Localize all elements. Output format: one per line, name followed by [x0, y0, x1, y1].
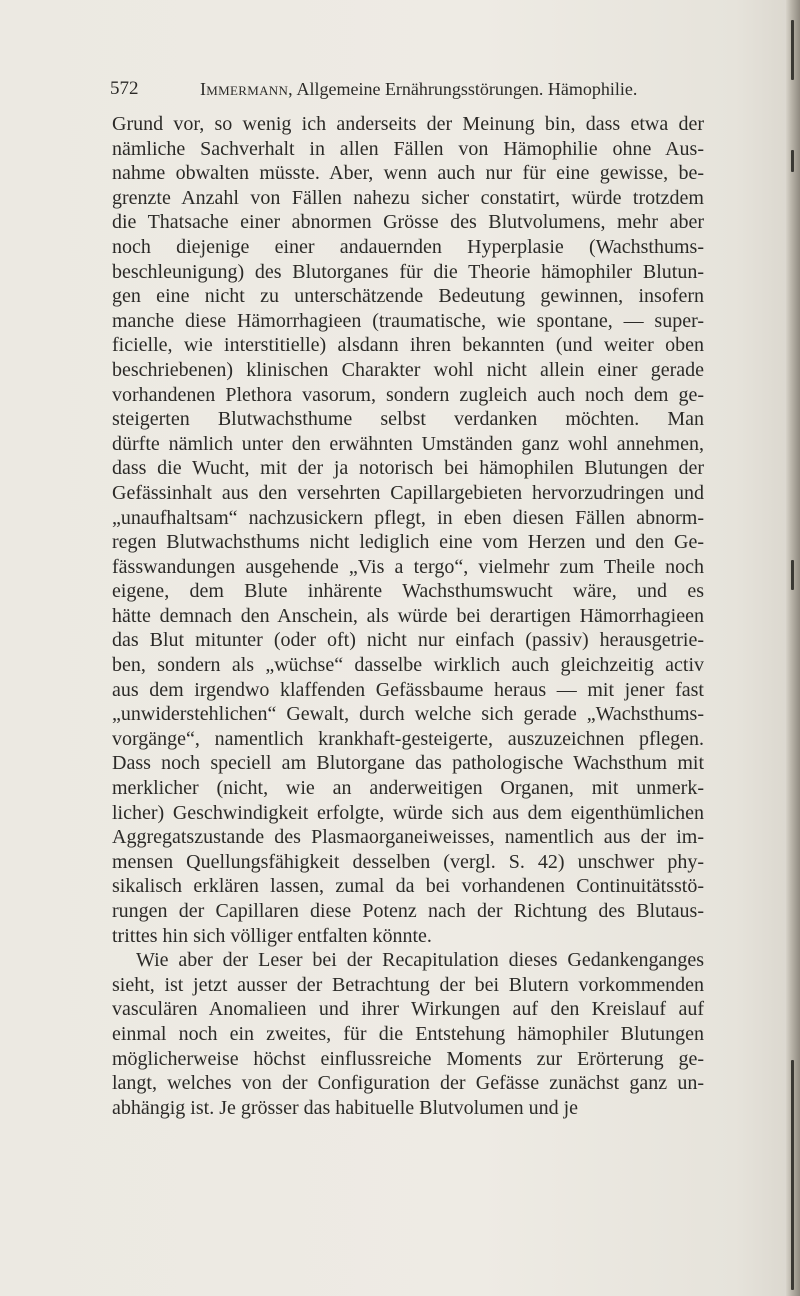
- text-line: sieht, ist jetzt ausser der Betrachtung der bei Blutern vorkommenden: [112, 973, 704, 996]
- text-line: steigerten Blutwachsthume selbst verdanken möchten. Man: [112, 408, 704, 431]
- text-line: noch diejenige einer andauernden Hyperplasie (Wachsthums-: [112, 235, 704, 258]
- text-line: gen eine nicht zu unterschätzende Bedeutung gewinnen, insofern: [112, 285, 704, 308]
- text-line: vorgänge“, namentlich krankhaft-gesteigerte, auszuzeichnen pflegen.: [112, 727, 704, 750]
- text-line: aus dem irgendwo klaffenden Gefässbaume heraus — mit jener fast: [112, 678, 704, 701]
- body-text: [112, 112, 704, 1120]
- text-line: manche diese Hämorrhagieen (traumatische, wie spontane, — super-: [112, 309, 704, 332]
- text-line: Grund vor, so wenig ich anderseits der Meinung bin, dass etwa der: [112, 113, 704, 135]
- text-line: vasculären Anomalieen und ihrer Wirkungen auf den Kreislauf auf: [112, 998, 704, 1021]
- text-line: eigene, dem Blute inhärente Wachsthumswucht wäre, und es: [112, 580, 704, 603]
- text-line: nämliche Sachverhalt in allen Fällen von Hämophilie ohne Aus-: [112, 137, 704, 160]
- text-line: Aggregatszustande des Plasmaorganeiweisses, namentlich aus der im-: [112, 826, 704, 849]
- text-line: das Blut mitunter (oder oft) nicht nur einfach (passiv) herausgetrie-: [112, 629, 704, 652]
- text-line: sikalisch erklären lassen, zumal da bei vorhandenen Continuitätsstö-: [112, 875, 704, 898]
- text-line: die Thatsache einer abnormen Grösse des Blutvolumens, mehr aber: [112, 211, 704, 234]
- running-header: [112, 78, 692, 108]
- text-line: ben, sondern als „wüchse“ dasselbe wirklich auch gleichzeitig activ: [112, 654, 704, 677]
- chapter-title: Allgemeine Ernährungsstörungen. Hämophilie.: [296, 79, 638, 99]
- text-line: vorhandenen Plethora vasorum, sondern zugleich auch noch dem ge-: [112, 383, 704, 406]
- text-line: grenzte Anzahl von Fällen nahezu sicher constatirt, würde trotzdem: [112, 186, 704, 209]
- text-line: nahme obwalten müsste. Aber, wenn auch nur für eine gewisse, be-: [112, 162, 704, 185]
- text-line: regen Blutwachsthums nicht lediglich eine vom Herzen und den Ge-: [112, 531, 704, 554]
- text-line: möglicherweise höchst einflussreiche Moments zur Erörterung ge-: [112, 1047, 704, 1070]
- text-line: abhängig ist. Je grösser das habituelle Blutvolumen und je: [112, 1096, 579, 1119]
- text-line: Wie aber der Leser bei der Recapitulation dieses Gedankenganges: [136, 949, 704, 972]
- text-line: beschleunigung) des Blutorganes für die Theorie hämophiler Blutun-: [112, 260, 704, 283]
- text-line: Dass noch speciell am Blutorgane das pathologische Wachsthum mit: [112, 752, 704, 775]
- text-line: rungen der Capillaren diese Potenz nach der Richtung des Blutaus-: [112, 900, 704, 922]
- edge-mark: [791, 20, 794, 80]
- text-line: merklicher (nicht, wie an anderweitigen Organen, mit unmerk-: [112, 777, 704, 800]
- edge-mark: [791, 1060, 794, 1290]
- text-line: dürfte nämlich unter den erwähnten Umständen ganz wohl annehmen,: [112, 432, 704, 455]
- text-line: beschriebenen) klinischen Charakter wohl nicht allein einer gerade: [112, 358, 704, 381]
- text-line: Gefässinhalt aus den versehrten Capillargebieten hervorzudringen und: [112, 481, 704, 504]
- text-line: licher) Geschwindigkeit erfolgte, würde sich aus dem eigenthümlichen: [112, 801, 704, 824]
- text-line: „unwiderstehlichen“ Gewalt, durch welche sich gerade „Wachsthums-: [112, 703, 704, 726]
- text-line: mensen Quellungsfähigkeit desselben (vergl. S. 42) unschwer phy-: [112, 850, 704, 873]
- text-line: trittes hin sich völliger entfalten könnte.: [112, 924, 432, 947]
- text-line: ficielle, wie interstitielle) alsdann ihren bekannten (und weiter oben: [112, 334, 704, 357]
- text-line: langt, welches von der Configuration der Gefässe zunächst ganz un-: [112, 1072, 704, 1095]
- text-line: dass die Wucht, mit der ja notorisch bei hämophilen Blutungen der: [112, 457, 704, 480]
- edge-mark: [791, 560, 794, 590]
- text-line: hätte demnach den Anschein, als würde bei derartigen Hämorrhagieen: [112, 604, 704, 627]
- page-number: 572: [110, 78, 139, 99]
- text-line: fässwandungen ausgehende „Vis a tergo“, vielmehr zum Theile noch: [112, 555, 704, 578]
- running-title: [200, 79, 637, 100]
- author-name: Immermann,: [200, 79, 293, 99]
- text-line: „unaufhaltsam“ nachzusickern pflegt, in eben diesen Fällen abnorm-: [112, 506, 704, 529]
- text-line: einmal noch ein zweites, für die Entstehung hämophiler Blutungen: [112, 1022, 704, 1045]
- edge-mark: [791, 150, 794, 172]
